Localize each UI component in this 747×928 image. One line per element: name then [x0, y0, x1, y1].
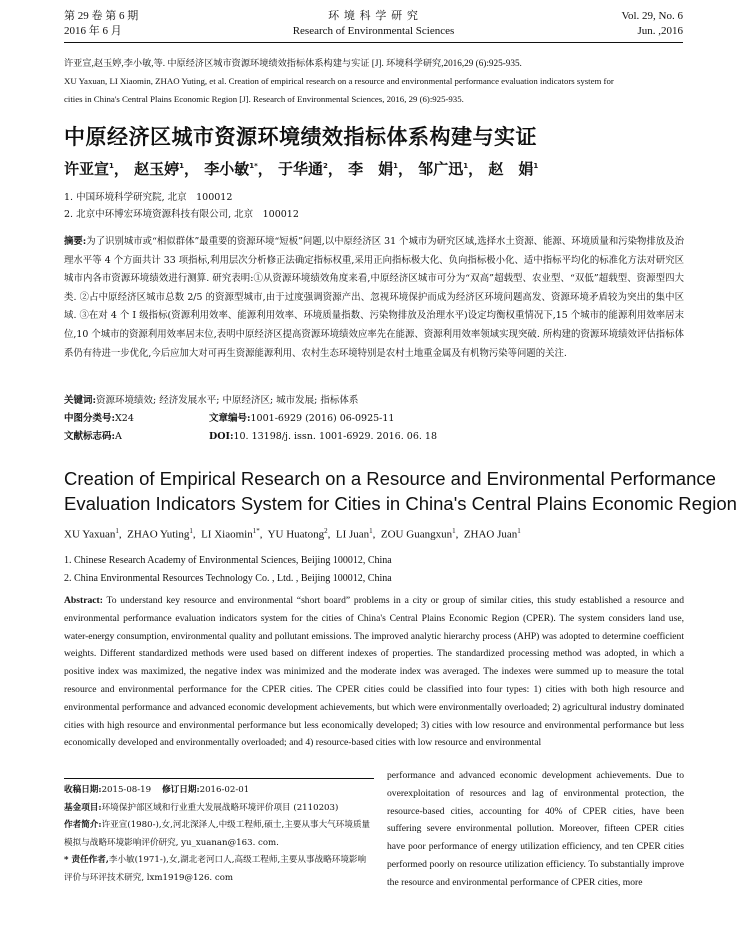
abstract-en-text: To understand key resource and environmental “short board” problems in a city or group of similar cities, this study established a resource and environmental performance evaluation indicators system for the cities of China's Central Plains Economic Region (CPER). The system considers land use, water-energy consumption, environmental quality and pollutant emissions. The improved analytic hierarchy process (AHP) was adopted to determine coefficient weights. Different standardized methods were used based on different indexes of properties. The standardized processing method was adopted, in which a positive index was maximized, the negative index was minimized and the moderate index was averaged. The indexes were summed up to measure the total resource and environmental performance for the CPER cities. The CPER cities could be classified into four types: 1) cities with both high resource and environmental performance and advanced economic development achievements, but which were environmentally overloaded; 2) agricultural industry dominated cities with high resource and environmental performance but less economically developed; 3) cities with low resource and environmental performance but less economically developed and environmentally overloaded; and 4) resource-based cities with low resource and environmental: [64, 595, 684, 749]
keywords-cn: [64, 392, 358, 410]
author-cn: 邹广迅$^1$: [418, 160, 469, 178]
title-cn: 中原经济区城市资源环境绩效指标体系构建与实证: [64, 125, 537, 149]
title-en-line1: Creation of Empirical Research on a Resource and Environmental Performance: [64, 468, 716, 489]
affiliation-cn-1: 1. 中国环境科学研究院, 北京 100012: [64, 192, 233, 203]
author-cn: 许亚宣$^1$: [64, 160, 114, 178]
keywords-cn-label: 关键词:: [64, 395, 97, 406]
fund-info: 基金项目:环境保护部区域和行业重大发展战略环境评价项目 (2110203): [64, 802, 339, 813]
abstract-cn: [64, 233, 684, 363]
citation-cn: 许亚宣,赵玉婷,李小敏,等. 中原经济区城市资源环境绩效指标体系构建与实证 [J]. 环境科学研究,2016,29 (6):925-935.: [64, 58, 522, 68]
affiliation-en-2: 2. China Environmental Resources Technology Co. , Ltd. , Beijing 100012, China: [64, 573, 392, 584]
author-cn: 李小敏$^{1*}$: [204, 160, 258, 178]
authors-en: XU Yaxuan$^1$, ZHAO Yuting$^1$, LI Xiaomin$^{1*}$, YU Huatong$^2$, LI Juan$^1$, ZOU Guangxun$^1$, ZHAO Juan$^1$: [64, 527, 521, 541]
journal-volume-en: Vol. 29, No. 6: [621, 10, 683, 22]
affiliation-cn-2: 2. 北京中环博宏环境资源科技有限公司, 北京 100012: [64, 209, 299, 220]
clc-number: 中图分类号:X24: [64, 413, 134, 424]
journal-volume: 第 29 卷 第 6 期: [64, 10, 139, 22]
journal-date-en: Jun. ,2016: [637, 25, 683, 37]
author-cn: 赵 娟$^1$: [488, 160, 539, 178]
document-code: 文献标志码:A: [64, 431, 122, 442]
abstract-cn-label: 摘要:: [64, 236, 87, 247]
received-date: 收稿日期:2015-08-19 修订日期:2016-02-01: [64, 785, 250, 795]
abstract-en-label: Abstract:: [64, 595, 103, 606]
authors-cn: 许亚宣$^1$， 赵玉婷$^1$， 李小敏$^{1*}$， 于华通$^2$， 李 娟$^1$， 邹广迅$^1$， 赵 娟$^1$: [64, 160, 539, 178]
keywords-cn-text: 资源环境绩效; 经济发展水平; 中原经济区; 城市发展; 指标体系: [96, 395, 359, 406]
corresponding-author: * 责任作者,李小敏(1971-),女,湖北老河口人,高级工程师,主要从事战略环境影响评价与环评技术研究, lxm1919@126. com: [64, 855, 367, 883]
author-cn: 李 娟$^1$: [348, 160, 399, 178]
footnotes: [64, 782, 372, 887]
author-cn: 赵玉婷$^1$: [134, 160, 185, 178]
title-en-line2: Evaluation Indicators System for Cities in China's Central Plains Economic Region: [64, 493, 737, 514]
header-rule: [64, 42, 683, 43]
footnote-rule: [64, 778, 374, 779]
author-bio: 作者简介:许亚宣(1980-),女,河北深泽人,中级工程师,硕士,主要从事大气环境质量模拟与战略环境影响评价研究, yu_xuanan@163. com.: [64, 820, 371, 848]
article-number: 文章编号:1001-6929 (2016) 06-0925-11: [209, 413, 395, 424]
abstract-cn-text: 为了识别城市或“相似群体”最重要的资源环境“短板”问题,以中原经济区 31 个城市为研究区域,选择水土资源、能源、环境质量和污染物排放及治理水平等 4 个方面共计 33 项指标,利用层次分析修正法确定指标权重,采用正向指标极大化、负向指标极小化、适中指标平均化的标准化方法对研究区城市内各市资源环境绩效进行测算. 研究表明:①从资源环境绩效角度来看,中原经济区城市可分为“双高”超载型、农业型、“双低”超载型、资源型四大类. ②占中原经济区城市总数 2/5 的资源型城市,由于过度强调资源产出、忽视环境保护而成为经济区环境问题高发、资源环境矛盾较为突出的集中区域. ③在对 4 个 Ⅰ 级指标(资源利用效率、能源利用效率、环境质量指数、污染物排放及治理水平)设定均衡权重情况下,15 个城市的能源利用效率居末位,10 个城市的资源利用效率居末位,表明中原经济区提高资源环境绩效应率先在能源、资源利用效率领域实现突破. 所构建的资源环境绩效评估指标体系仍有待进一步优化,今后应加大对可再生资源能源利用、农村生态环境特别是农村土地重金属及有机物污染等问题的关注.: [64, 236, 684, 359]
citation-en-line1: XU Yaxuan, LI Xiaomin, ZHAO Yuting, et al. Creation of empirical research on a resource and environmental performance evaluation indicators system for: [64, 76, 614, 86]
affiliation-en-1: 1. Chinese Research Academy of Environmental Sciences, Beijing 100012, China: [64, 555, 392, 566]
journal-name-cn: 环 境 科 学 研 究: [328, 10, 419, 22]
abstract-en-continued: performance and advanced economic development achievements. Due to overexploitation of resources and lag of environmental protection, the resource-based cities, accounting for 40% of CPER cities, have been suffering severe environmental pollution. Moreover, fifteen CPER cities have poor performance of energy utilization efficiency, and ten CPER cities performed poorly on resource utilization efficiency. To substantially improve the resource and environmental performance of CPER cities, more: [387, 770, 684, 888]
citation-en-line2: cities in China's Central Plains Economic Region [J]. Research of Environmental Sciences, 2016, 29 (6):925-935.: [64, 94, 464, 104]
journal-date: 2016 年 6 月: [64, 25, 122, 37]
doi: DOI:10. 13198/j. issn. 1001-6929. 2016. 06. 18: [209, 431, 437, 442]
abstract-en: [64, 592, 684, 770]
author-cn: 于华通$^2$: [278, 160, 328, 178]
journal-name-en: Research of Environmental Sciences: [292, 25, 455, 37]
